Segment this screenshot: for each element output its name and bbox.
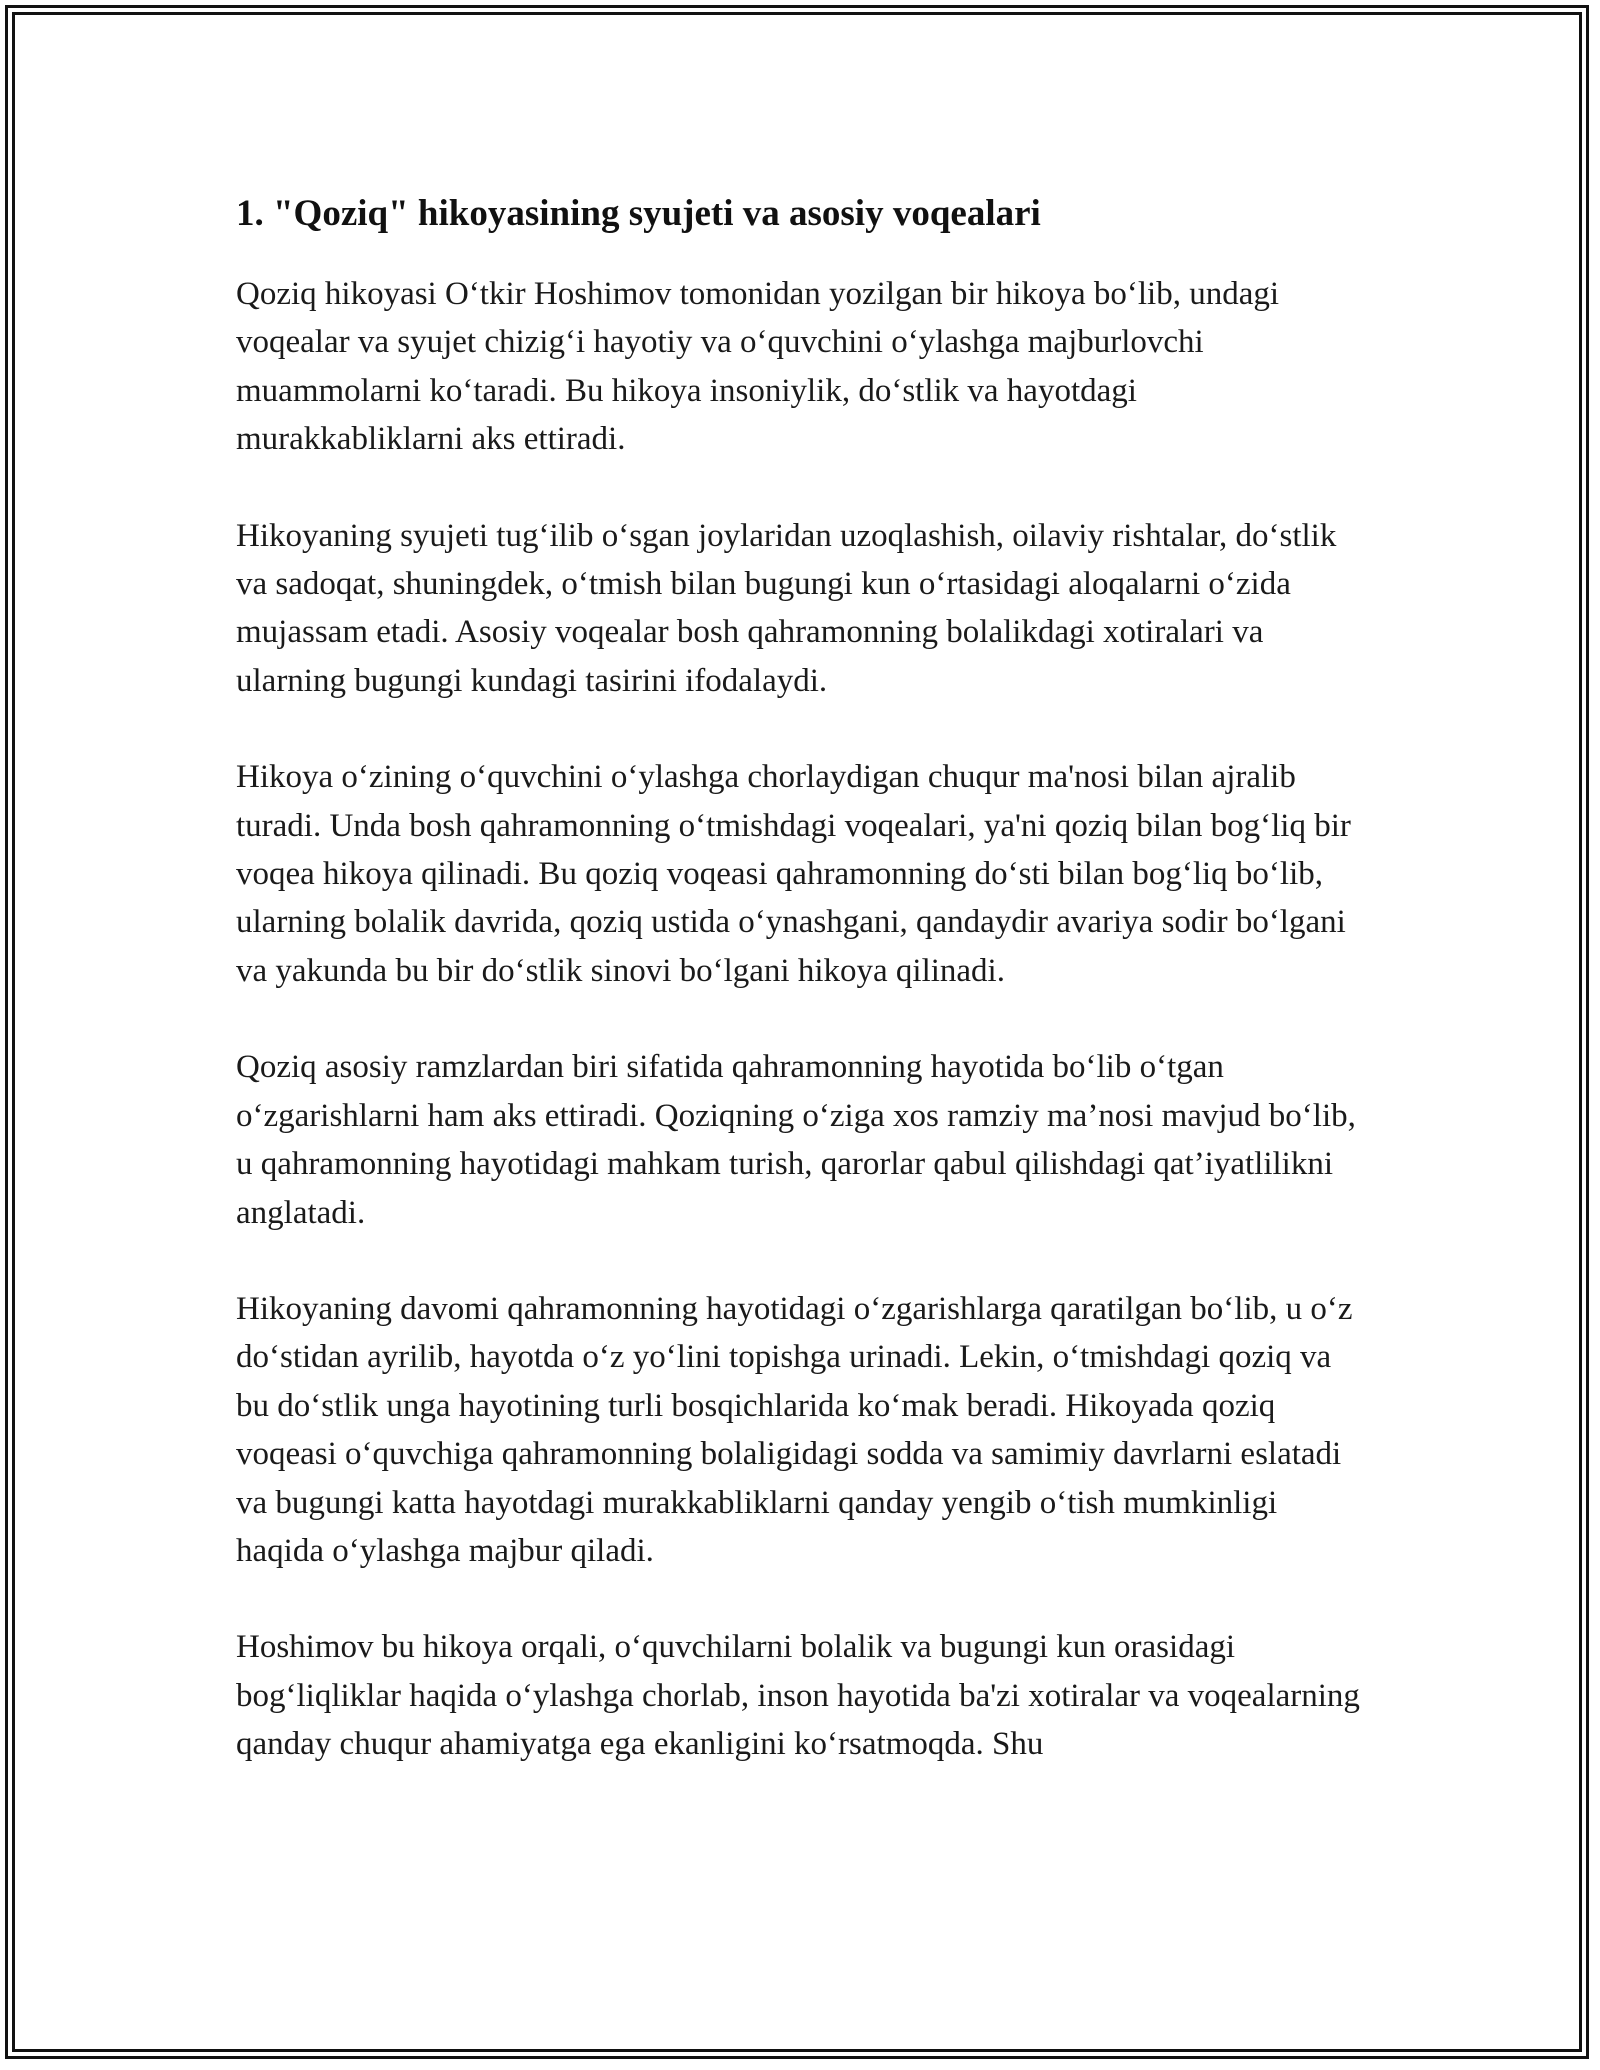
paragraph-1: Qoziq hikoyasi O‘tkir Hoshimov tomonidan yozilgan bir hikoya bo‘lib, undagi voqealar va syujet chizig‘i hayotiy va o‘quvchini o‘ylashga majburlovchi muammolarni ko‘taradi. Bu hikoya insoniylik, do‘stlik va hayotdagi murakkabliklarni aks ettiradi.: [236, 276, 1280, 458]
paragraph-4: Qoziq asosiy ramzlardan biri sifatida qahramonning hayotida bo‘lib o‘tgan o‘zgarishlarni ham aks ettiradi. Qoziqning o‘ziga xos ramziy ma’nosi mavjud bo‘lib, u qahramonning hayotidagi mahkam turish, qarorlar qabul qilishdagi qat’iyatlilikni anglatadi.: [236, 1049, 1356, 1231]
paragraph-2: Hikoyaning syujeti tug‘ilib o‘sgan joylaridan uzoqlashish, oilaviy rishtalar, do‘stlik va sadoqat, shuningdek, o‘tmish bilan bugungi kun o‘rtasidagi aloqalarni o‘zida mujassam etadi. Asosiy voqealar bosh qahramonning bolalikdagi xotiralari va ularning bugungi kundagi tasirini ifodalaydi.: [236, 517, 1337, 699]
section-heading: 1. "Qoziq" hikoyasining syujeti va asosiy voqealari: [236, 193, 1041, 234]
document-body: [236, 186, 1366, 1817]
paragraph-3: Hikoya o‘zining o‘quvchini o‘ylashga chorlaydigan chuqur ma'nosi bilan ajralib turadi. Unda bosh qahramonning o‘tmishdagi voqealari, ya'ni qoziq bilan bog‘liq bir voqea hikoya qilinadi. Bu qoziq voqeasi qahramonning do‘sti bilan bog‘liq bo‘lib, ularning bolalik davrida, qoziq ustida o‘ynashgani, qandaydir avariya sodir bo‘lgani va yakunda bu bir do‘stlik sinovi bo‘lgani hikoya qilinadi.: [236, 759, 1351, 989]
paragraph-6: Hoshimov bu hikoya orqali, o‘quvchilarni bolalik va bugungi kun orasidagi bog‘liqliklar haqida o‘ylashga chorlab, inson hayotida ba'zi xotiralar va voqealarning qanday chuqur ahamiyatga ega ekanligini ko‘rsatmoqda. Shu: [236, 1629, 1360, 1763]
paragraph-5: Hikoyaning davomi qahramonning hayotidagi o‘zgarishlarga qaratilgan bo‘lib, u o‘z do‘stidan ayrilib, hayotda o‘z yo‘lini topishga urinadi. Lekin, o‘tmishdagi qoziq va bu do‘stlik unga hayotining turli bosqichlarida ko‘mak beradi. Hikoyada qoziq voqeasi o‘quvchiga qahramonning bolaligidagi sodda va samimiy davrlarni eslatadi va bugungi katta hayotdagi murakkabliklarni qanday yengib o‘tish mumkinligi haqida o‘ylashga majbur qiladi.: [236, 1290, 1353, 1569]
